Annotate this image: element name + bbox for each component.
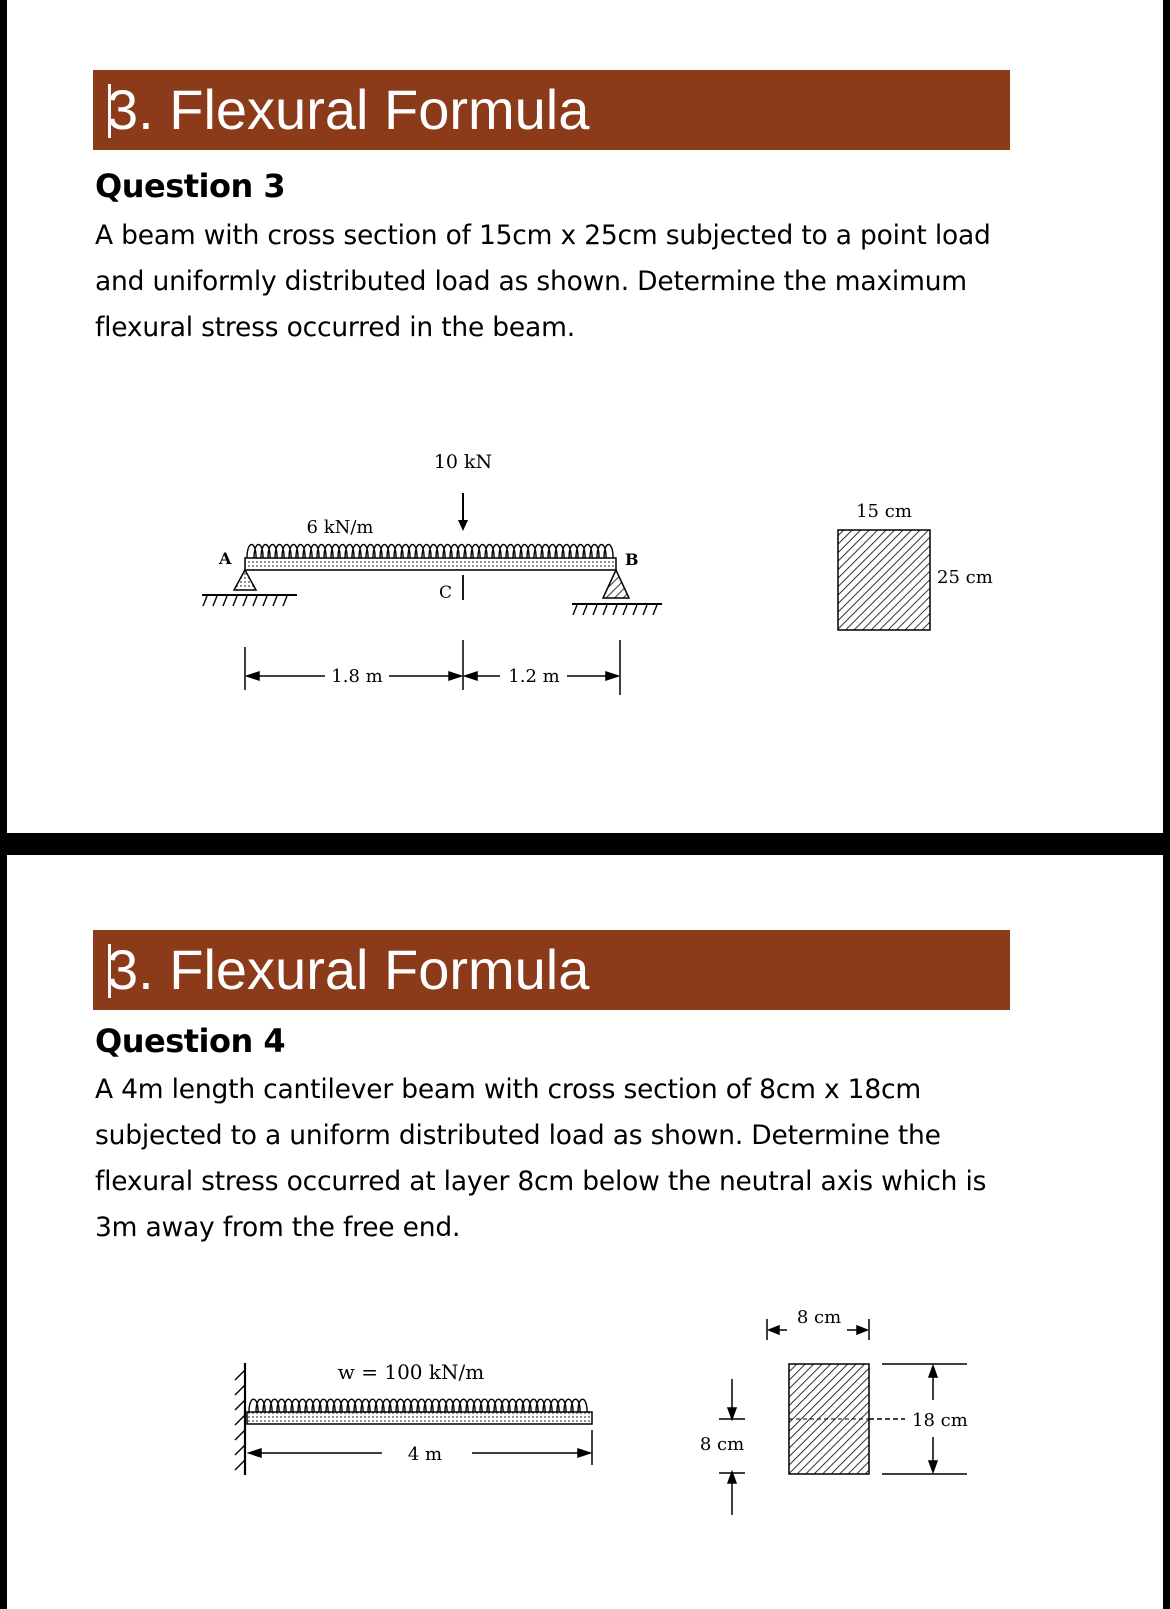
support-b-label: B (625, 550, 639, 569)
span-ac-label: 1.8 m (331, 666, 383, 687)
section-height-label: 18 cm (912, 1410, 968, 1431)
distributed-load-loops (249, 1399, 587, 1412)
question-title: Question 3 (95, 167, 286, 205)
point-load-10kn (434, 451, 492, 531)
length-label: 4 m (407, 1444, 443, 1465)
beam-body (245, 558, 616, 570)
fixed-support-wall (235, 1363, 245, 1475)
point-load-label: 10 kN (433, 451, 493, 473)
cross-section-15x25 (838, 530, 930, 630)
span-cb-label: 1.2 m (508, 666, 560, 687)
point-c-label: C (439, 583, 453, 603)
support-a-label: A (219, 549, 232, 568)
simply-supported-beam-diagram (7, 0, 1163, 833)
question-title: Question 4 (95, 1022, 286, 1060)
distributed-load-loops (247, 545, 613, 559)
section-header-title: 3. Flexural Formula (107, 78, 590, 141)
roller-support-b (572, 570, 662, 615)
section-header-title: 3. Flexural Formula (107, 938, 590, 1001)
distributed-load-label: 6 kN/m (306, 517, 374, 538)
section-width-label: 8 cm (796, 1307, 842, 1328)
question-text: A 4m length cantilever beam with cross section of 8cm x 18cm subjected to a uniform distributed load as shown. Determine the flexural stress occurred at layer 8cm below the neutral axis which is 3m away from the free end. (95, 1074, 987, 1243)
distributed-load-label: w = 100 kN/m (337, 1360, 485, 1384)
cantilever-beam-body (247, 1412, 592, 1424)
slide-question-3 (7, 0, 1163, 833)
section-height-label: 25 cm (937, 567, 993, 588)
pin-support-a (202, 570, 297, 606)
slide-question-4 (7, 855, 1163, 1609)
question-text: A beam with cross section of 15cm x 25cm subjected to a point load and uniformly distributed load as shown. Determine the maximum flexural stress occurred in the beam. (95, 220, 991, 343)
cross-section-8x18 (789, 1364, 905, 1474)
cantilever-beam-diagram (7, 855, 1163, 1609)
layer-depth-label: 8 cm (699, 1434, 745, 1455)
section-width-label: 15 cm (856, 501, 912, 522)
span-dimensions (245, 640, 620, 695)
